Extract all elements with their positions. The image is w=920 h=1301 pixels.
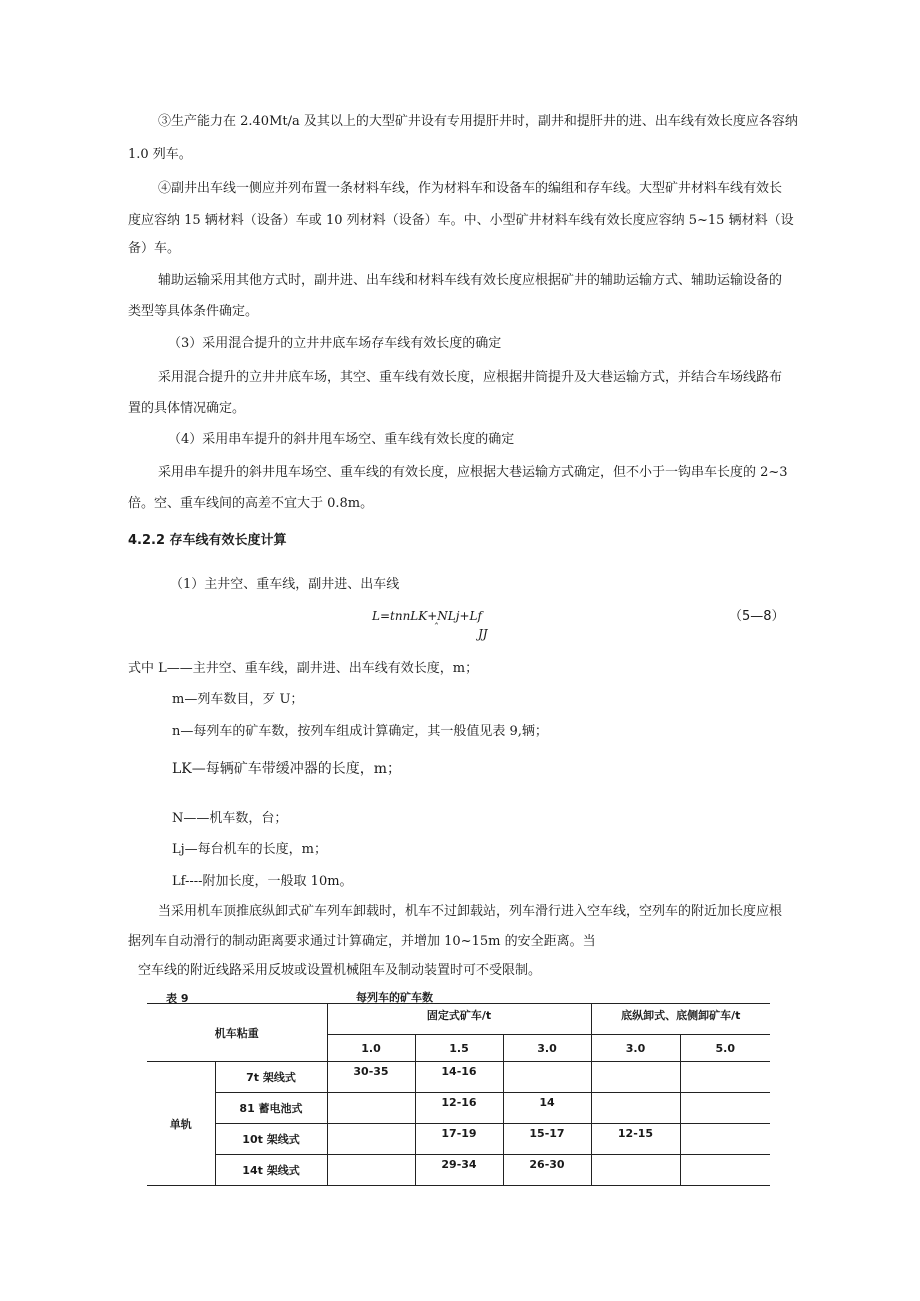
- table-cell: 26-30: [503, 1155, 591, 1186]
- table-cell: 12-15: [591, 1124, 680, 1155]
- header-loco-weight: 机车粘重: [147, 1004, 327, 1062]
- table-cell: 14-16: [415, 1062, 503, 1093]
- paragraph-line: 空车线的附近线路采用反坡或设置机械阻车及制动装置时可不受限制。: [138, 963, 542, 978]
- table-cell: [327, 1124, 415, 1155]
- table-cell: [680, 1155, 770, 1186]
- subheader-cell: 3.0: [591, 1035, 680, 1062]
- table-cell: [591, 1155, 680, 1186]
- subheader-cell: 1.5: [415, 1035, 503, 1062]
- table-cell: [503, 1062, 591, 1093]
- paragraph-line: 1.0 列车。: [128, 147, 192, 162]
- item-title: （1）主井空、重车线，副井进、出车线: [170, 577, 400, 592]
- formula-tail: JJ: [478, 627, 488, 641]
- table-cell: [680, 1062, 770, 1093]
- formula-expression: L=tnnLK+NLj+Lf: [372, 609, 482, 623]
- table-cell: 17-19: [415, 1124, 503, 1155]
- header-bottom-dump-cars: 底纵卸式、底侧卸矿车/t: [591, 1004, 770, 1035]
- table-cell: [680, 1093, 770, 1124]
- table-cell: 14: [503, 1093, 591, 1124]
- row-group-single-rail: 单轨: [147, 1062, 215, 1186]
- loco-type-cell: 14t 架线式: [215, 1155, 327, 1186]
- table-cell: [591, 1093, 680, 1124]
- section-heading: 4.2.2 存车线有效长度计算: [128, 533, 287, 548]
- table-cell: [680, 1124, 770, 1155]
- table-cell: 29-34: [415, 1155, 503, 1186]
- loco-type-cell: 7t 架线式: [215, 1062, 327, 1093]
- paragraph-line: 类型等具体条件确定。: [128, 304, 259, 319]
- table-cell: 12-16: [415, 1093, 503, 1124]
- subheader-cell: 1.0: [327, 1035, 415, 1062]
- loco-type-cell: 81 蓄电池式: [215, 1093, 327, 1124]
- definition-n: n—每列车的矿车数，按列车组成计算确定，其一般值见表 9,辆；: [172, 724, 548, 739]
- formula-number: （5—8）: [729, 609, 785, 624]
- subheader-cell: 5.0: [680, 1035, 770, 1062]
- paragraph-line: 倍。空、重车线间的高差不宜大于 0.8m。: [128, 496, 374, 511]
- paragraph-line: 采用混合提升的立井井底车场，其空、重车线有效长度，应根据井筒提升及大巷运输方式，并结合车场线路布: [158, 370, 783, 385]
- paragraph-line: 备）车。: [128, 241, 181, 256]
- paragraph-line: 采用串车提升的斜井甩车场空、重车线的有效长度，应根据大巷运输方式确定，但不小于一钩串车长度的 2~3: [158, 465, 788, 480]
- formula-mark: ˆ: [433, 623, 438, 634]
- table-cell: 30-35: [327, 1062, 415, 1093]
- paragraph-line: ④副井出车线一侧应并列布置一条材料车线，作为材料车和设备车的编组和存车线。大型矿井材料车线有效长: [158, 181, 783, 196]
- paragraph-line: 当采用机车顶推底纵卸式矿车列车卸载时，机车不过卸载站，列车滑行进入空车线，空列车的附近加长度应根: [158, 904, 783, 919]
- definition-N: N——机车数，台；: [172, 811, 288, 826]
- definition-intro: 式中 L——主井空、重车线，副井进、出车线有效长度，m；: [128, 661, 479, 676]
- definition-lj: Lj—每台机车的长度，m；: [172, 842, 327, 857]
- table-cell: 15-17: [503, 1124, 591, 1155]
- definition-lk: LK—每辆矿车带缓冲器的长度，m；: [172, 761, 402, 777]
- table-cell: [327, 1093, 415, 1124]
- subsection-title: （4）采用串车提升的斜井甩车场空、重车线有效长度的确定: [168, 432, 515, 447]
- table-9: [147, 1003, 770, 1186]
- header-fixed-cars: 固定式矿车/t: [327, 1004, 591, 1035]
- loco-type-cell: 10t 架线式: [215, 1124, 327, 1155]
- paragraph-line: 度应容纳 15 辆材料（设备）车或 10 列材料（设备）车。中、小型矿井材料车线有效长度应容纳 5~15 辆材料（设: [128, 213, 794, 228]
- paragraph-line: 据列车自动滑行的制动距离要求通过计算确定，并增加 10~15m 的安全距离。当: [128, 934, 596, 949]
- table-title: 每列车的矿车数: [356, 991, 433, 1004]
- paragraph-line: 辅助运输采用其他方式时，副井进、出车线和材料车线有效长度应根据矿井的辅助运输方式、辅助运输设备的: [158, 273, 783, 288]
- table-cell: [327, 1155, 415, 1186]
- definition-m: m—列车数目，歹 U；: [172, 692, 304, 707]
- table-label: 表 9: [166, 992, 189, 1005]
- subsection-title: （3）采用混合提升的立井井底车场存车线有效长度的确定: [168, 336, 502, 351]
- definition-lf: Lf----附加长度，一般取 10m。: [172, 874, 353, 889]
- paragraph-line: 置的具体情况确定。: [128, 401, 246, 416]
- table-cell: [591, 1062, 680, 1093]
- subheader-cell: 3.0: [503, 1035, 591, 1062]
- paragraph-line: ③生产能力在 2.40Mt/a 及其以上的大型矿井设有专用提肝井时，副井和提肝井的进、出车线有效长度应各容纳: [158, 114, 798, 129]
